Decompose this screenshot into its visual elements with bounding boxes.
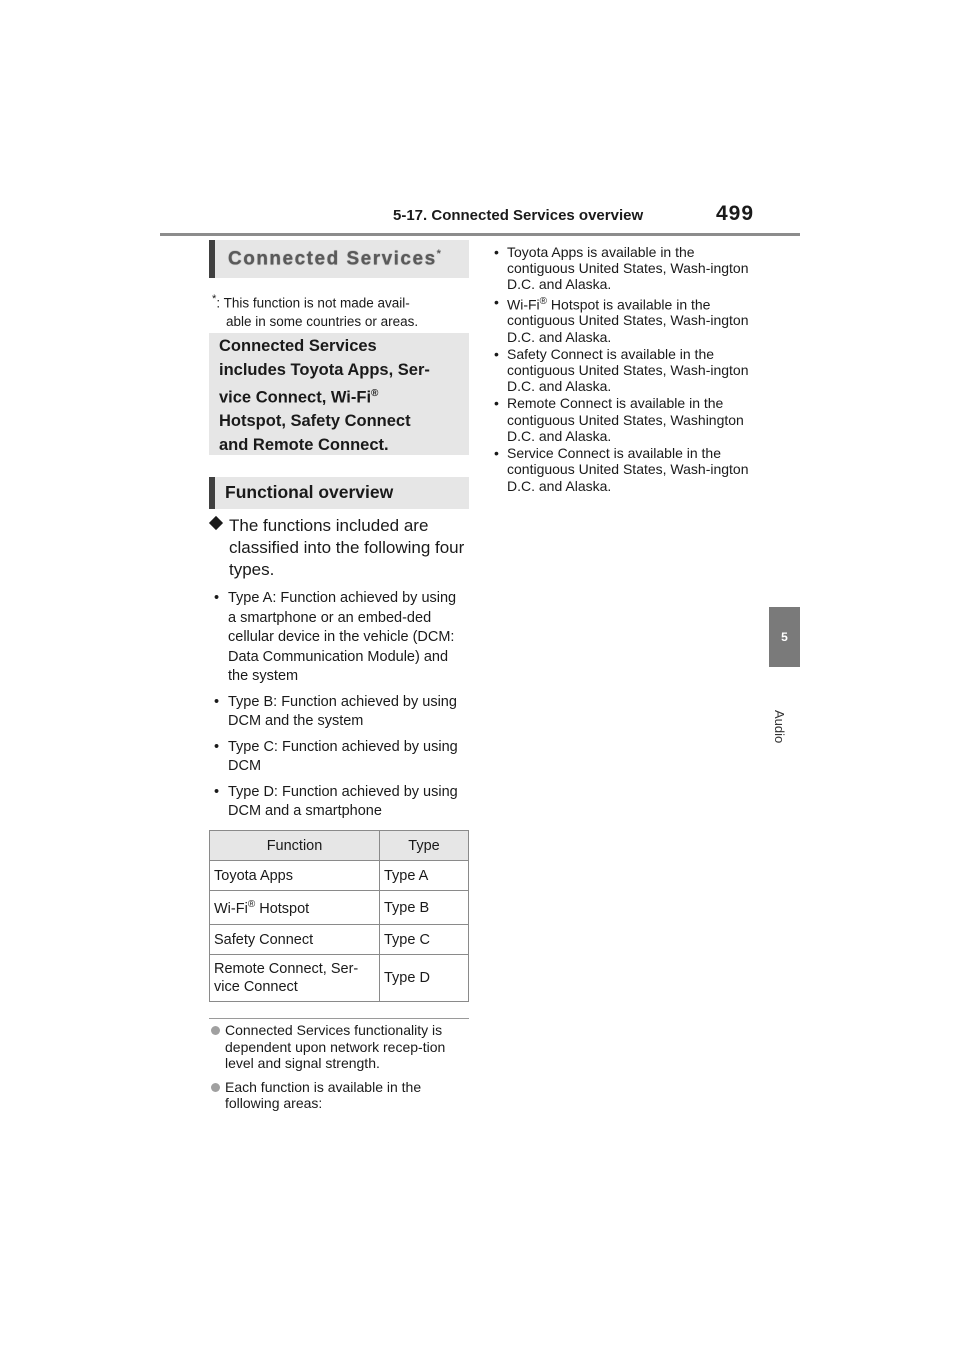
table-row: [210, 861, 469, 891]
list-item: • Service Connect is available in the contiguous United States, Wash-ington D.C. and Alaska.: [492, 445, 760, 494]
footnote: [212, 290, 467, 331]
functional-overview-title: Functional overview: [225, 482, 394, 502]
table-cell-type: Type B: [380, 891, 469, 925]
page-number: 499: [716, 202, 755, 225]
summary-line-3: vice Connect, Wi-Fi®: [219, 388, 379, 407]
list-item: • Toyota Apps is available in the contiguous United States, Wash-ington D.C. and Alaska.: [492, 244, 760, 293]
table-cell-function: Safety Connect: [210, 925, 380, 955]
note-item: Each function is available in the following areas:: [211, 1079, 469, 1112]
note-item: Connected Services functionality is dependent upon network recep-tion level and signal strength.: [211, 1022, 469, 1072]
registered-mark: ®: [539, 295, 548, 307]
table-cell-type: Type A: [380, 861, 469, 891]
summary-line-4: Hotspot, Safety Connect: [219, 412, 411, 430]
table-row: [210, 955, 469, 1002]
registered-mark: ®: [247, 898, 256, 910]
table-row: [210, 925, 469, 955]
list-item: • Remote Connect is available in the contiguous United States, Washington D.C. and Alaska.: [492, 395, 760, 444]
summary-line-5: and Remote Connect.: [219, 435, 389, 454]
notes-list: [211, 1022, 469, 1119]
table-cell-function: Remote Connect, Ser-vice Connect: [210, 955, 380, 1002]
table-cell-function: Wi-Fi® Hotspot: [210, 891, 380, 925]
table-row: [210, 891, 469, 925]
footnote-mark: *: [212, 293, 217, 305]
lead-paragraph: [211, 515, 469, 581]
chapter-label: Audio: [772, 710, 787, 744]
notes-divider: [209, 1018, 469, 1019]
table-cell-type: Type C: [380, 925, 469, 955]
footnote-text: : This function is not made avail-: [216, 295, 410, 311]
list-item: • Wi-Fi® Hotspot is available in the contiguous United States, Wash-ington D.C. and Alaska.: [492, 294, 760, 345]
section-asterisk: *: [436, 248, 443, 260]
table-header-function: Function: [210, 831, 380, 861]
section-title: Connected Services: [228, 248, 437, 270]
table-header-type: Type: [380, 831, 469, 861]
list-item: • Safety Connect is available in the contiguous United States, Wash-ington D.C. and Alaska.: [492, 346, 760, 395]
list-item: • Type A: Function achieved by using a smartphone or an embed-ded cellular device in the vehicle (DCM: Data Communication Module) and the system: [214, 589, 468, 687]
section-heading-connected-services: [209, 240, 469, 278]
summary-line-2: includes Toyota Apps, Ser-: [219, 360, 430, 379]
list-item: • Type D: Function achieved by using DCM and a smartphone: [214, 783, 468, 822]
list-item: • Type C: Function achieved by using DCM: [214, 738, 468, 777]
header-rule: [160, 233, 800, 236]
table-header-row: [210, 831, 469, 861]
summary-line-1: Connected Services: [219, 337, 377, 355]
registered-mark: ®: [371, 388, 379, 399]
list-item: • Type B: Function achieved by using DCM and the system: [214, 693, 468, 732]
chapter-tab: 5: [769, 607, 800, 667]
summary-box: [209, 333, 469, 455]
table-cell-type: Type D: [380, 955, 469, 1002]
footnote-text-2: able in some countries or areas.: [226, 313, 419, 329]
section-heading-functional-overview: [209, 477, 469, 509]
availability-list: [492, 244, 760, 495]
page-header-title: 5-17. Connected Services overview: [393, 207, 644, 224]
lead-text: The functions included are classified into the following four types.: [229, 516, 465, 579]
function-type-table: [209, 830, 469, 1002]
types-list: [214, 589, 468, 828]
table-cell-function: Toyota Apps: [210, 861, 380, 891]
